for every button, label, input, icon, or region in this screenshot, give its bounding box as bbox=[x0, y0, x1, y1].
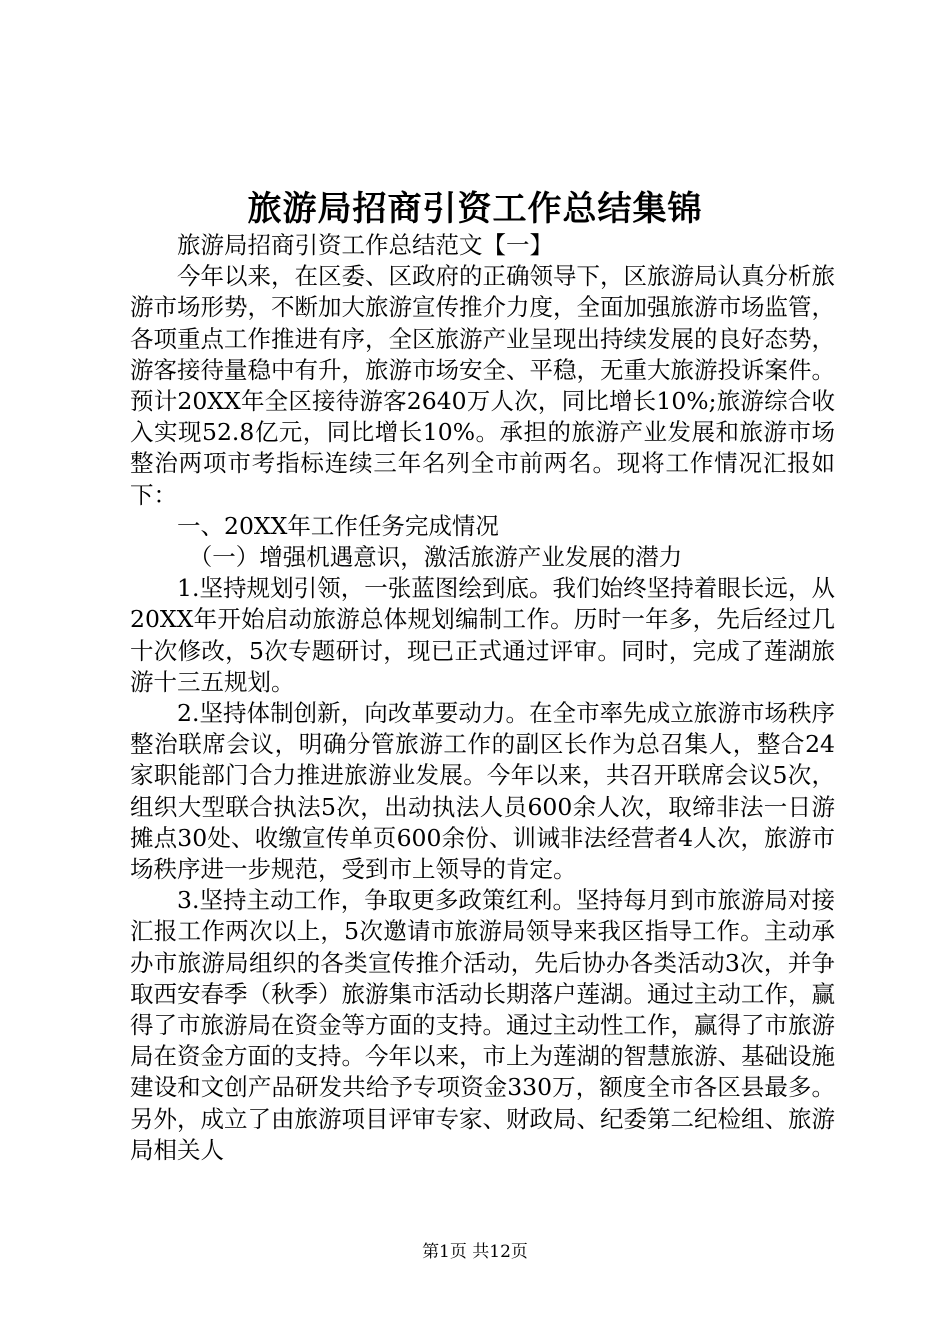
document-title: 旅游局招商引资工作总结集锦 bbox=[247, 189, 703, 229]
section-heading: 一、20XX年工作任务完成情况 bbox=[177, 511, 499, 540]
page-footer: 第1页 共12页 bbox=[422, 1242, 528, 1262]
paragraph: 3.坚持主动工作，争取更多政策红利。坚持每月到市旅游局对接汇报工作两次以上，5次邀请市旅游局领导来我区指导工作。主动承办市旅游局组织的各类宣传推介活动，先后协办各类活动3次，并争取西安春季（秋季）旅游集市活动长期落户莲湖。通过主动工作，赢得了市旅游局在资金等方面的支持。通过主动性工作，赢得了市旅游局在资金方面的支持。今年以来，市上为莲湖的智慧旅游、基础设施建设和文创产品研发共给予专项资金330万，额度全市各区县最多。另外，成立了由旅游项目评审专家、财政局、纪委第二纪检组、旅游局相关人 bbox=[130, 886, 835, 1164]
section-heading: 旅游局招商引资工作总结范文【一】 bbox=[177, 231, 553, 259]
paragraph: 今年以来，在区委、区政府的正确领导下，区旅游局认真分析旅游市场形势，不断加大旅游宣传推介力度，全面加强旅游市场监管，各项重点工作推进有序，全区旅游产业呈现出持续发展的良好态势，游客接待量稳中有升，旅游市场安全、平稳，无重大旅游投诉案件。预计20XX年全区接待游客2640万人次，同比增长10%;旅游综合收入实现52.8亿元，同比增长10%。承担的旅游产业发展和旅游市场整治两项市考指标连续三年名列全市前两名。现将工作情况汇报如下： bbox=[130, 262, 835, 509]
subsection-heading: （一）增强机遇意识，激活旅游产业发展的潜力 bbox=[188, 543, 683, 572]
paragraph: 2.坚持体制创新，向改革要动力。在全市率先成立旅游市场秩序整治联席会议，明确分管旅游工作的副区长作为总召集人，整合24家职能部门合力推进旅游业发展。今年以来，共召开联席会议5次，组织大型联合执法5次，出动执法人员600余人次，取缔非法一日游摊点30处、收缴宣传单页600余份、训诫非法经营者4人次，旅游市场秩序进一步规范，受到市上领导的肯定。 bbox=[130, 699, 835, 884]
paragraph: 1.坚持规划引领，一张蓝图绘到底。我们始终坚持着眼长远，从20XX年开始启动旅游总体规划编制工作。历时一年多，先后经过几十次修改，5次专题研讨，现已正式通过评审。同时，完成了莲湖旅游十三五规划。 bbox=[130, 574, 835, 696]
document-body bbox=[130, 230, 835, 1166]
